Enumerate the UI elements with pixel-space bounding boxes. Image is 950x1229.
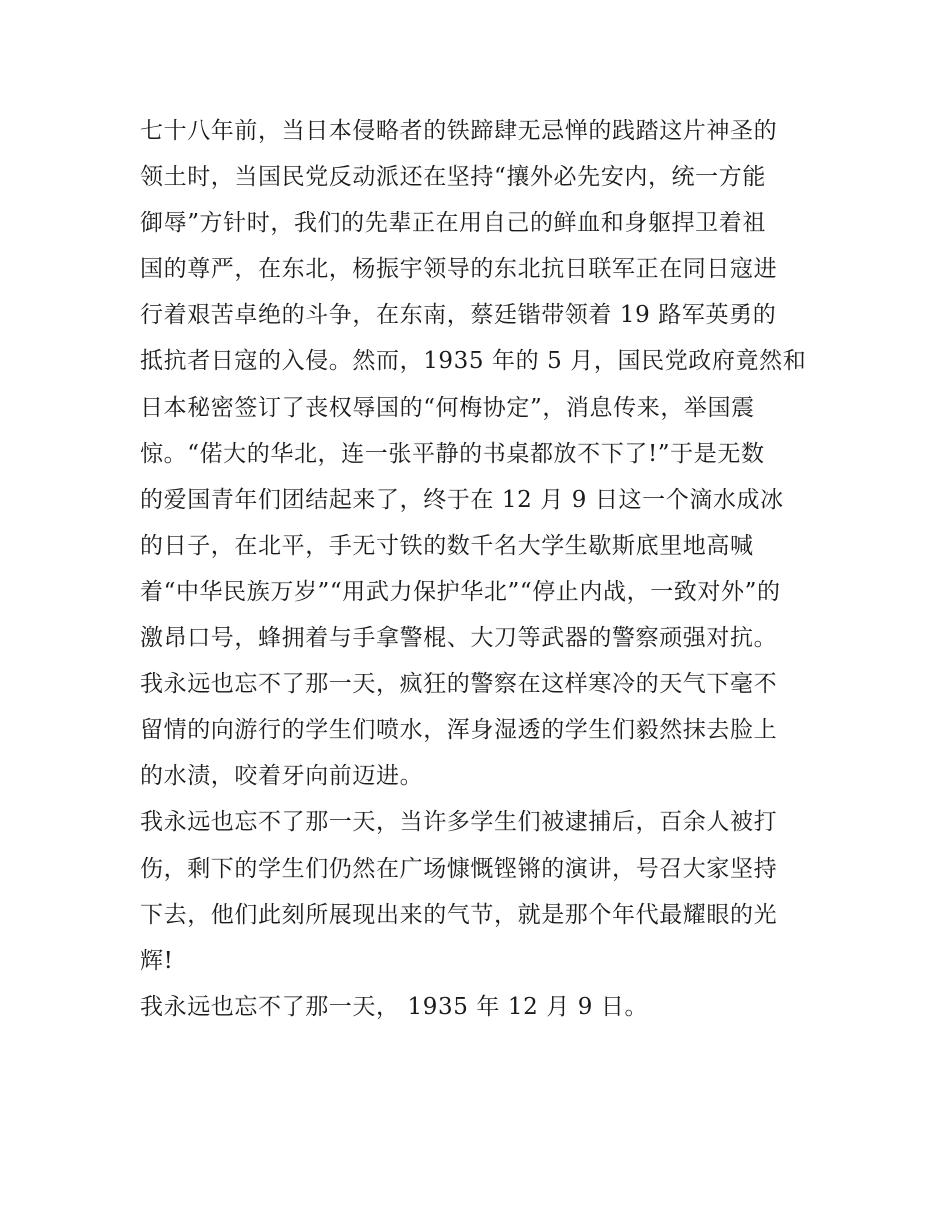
text-line: 七十八年前，当日本侵略者的铁蹄肆无忌惮的践踏这片神圣的 — [140, 118, 778, 144]
text-line: 伤，剩下的学生们仍然在广场慷慨铿锵的演讲，号召大家坚持 — [140, 855, 778, 882]
text-line: 留情的向游行的学生们喷水，浑身湿透的学生们毅然抹去脸上 — [140, 717, 778, 744]
text-line: 御辱”方针时，我们的先辈正在用自己的鲜血和身躯捍卫着祖 — [140, 210, 766, 237]
text-line: 国的尊严，在东北，杨振宇领导的东北抗日联军正在同日寇进 — [140, 256, 778, 283]
paragraph-1 — [140, 108, 820, 799]
text-line: 的日子，在北平，手无寸铁的数千名大学生歇斯底里地高喊 — [140, 532, 754, 559]
text-line: 激昂口号，蜂拥着与手拿警棍、大刀等武器的警察顽强对抗。 — [140, 625, 778, 652]
paragraph-3 — [140, 984, 820, 1030]
text-line: 抵抗者日寇的入侵。然而，1935 年的 5 月，国民党政府竟然和 — [140, 348, 807, 375]
text-line: 下去，他们此刻所展现出来的气节，就是那个年代最耀眼的光 — [140, 901, 778, 928]
text-line: 日本秘密签订了丧权辱国的“何梅协定”，消息传来，举国震 — [140, 394, 755, 421]
document-body — [140, 108, 820, 1030]
text-line: 我永远也忘不了那一天，当许多学生们被逮捕后，百余人被打 — [140, 809, 778, 836]
text-line: 的爱国青年们团结起来了，终于在 12 月 9 日这一个滴水成冰 — [140, 486, 784, 513]
text-line: 领土时，当国民党反动派还在坚持“攘外必先安内，统一方能 — [140, 164, 766, 191]
text-line: 行着艰苦卓绝的斗争，在东南，蔡廷锴带领着 19 路军英勇的 — [140, 302, 777, 329]
text-line: 我永远也忘不了那一天，疯狂的警察在这样寒冷的天气下毫不 — [140, 671, 778, 698]
text-line: 着“中华民族万岁”“用武力保护华北”“停止内战，一致对外”的 — [140, 578, 781, 605]
text-line: 惊。“偌大的华北，连一张平静的书桌都放不下了!”于是无数 — [140, 440, 765, 467]
text-line: 的水渍，咬着牙向前迈进。 — [140, 763, 424, 790]
text-line: 我永远也忘不了那一天， 1935 年 12 月 9 日。 — [140, 993, 649, 1020]
text-line: 辉! — [140, 947, 174, 974]
paragraph-2 — [140, 799, 820, 983]
